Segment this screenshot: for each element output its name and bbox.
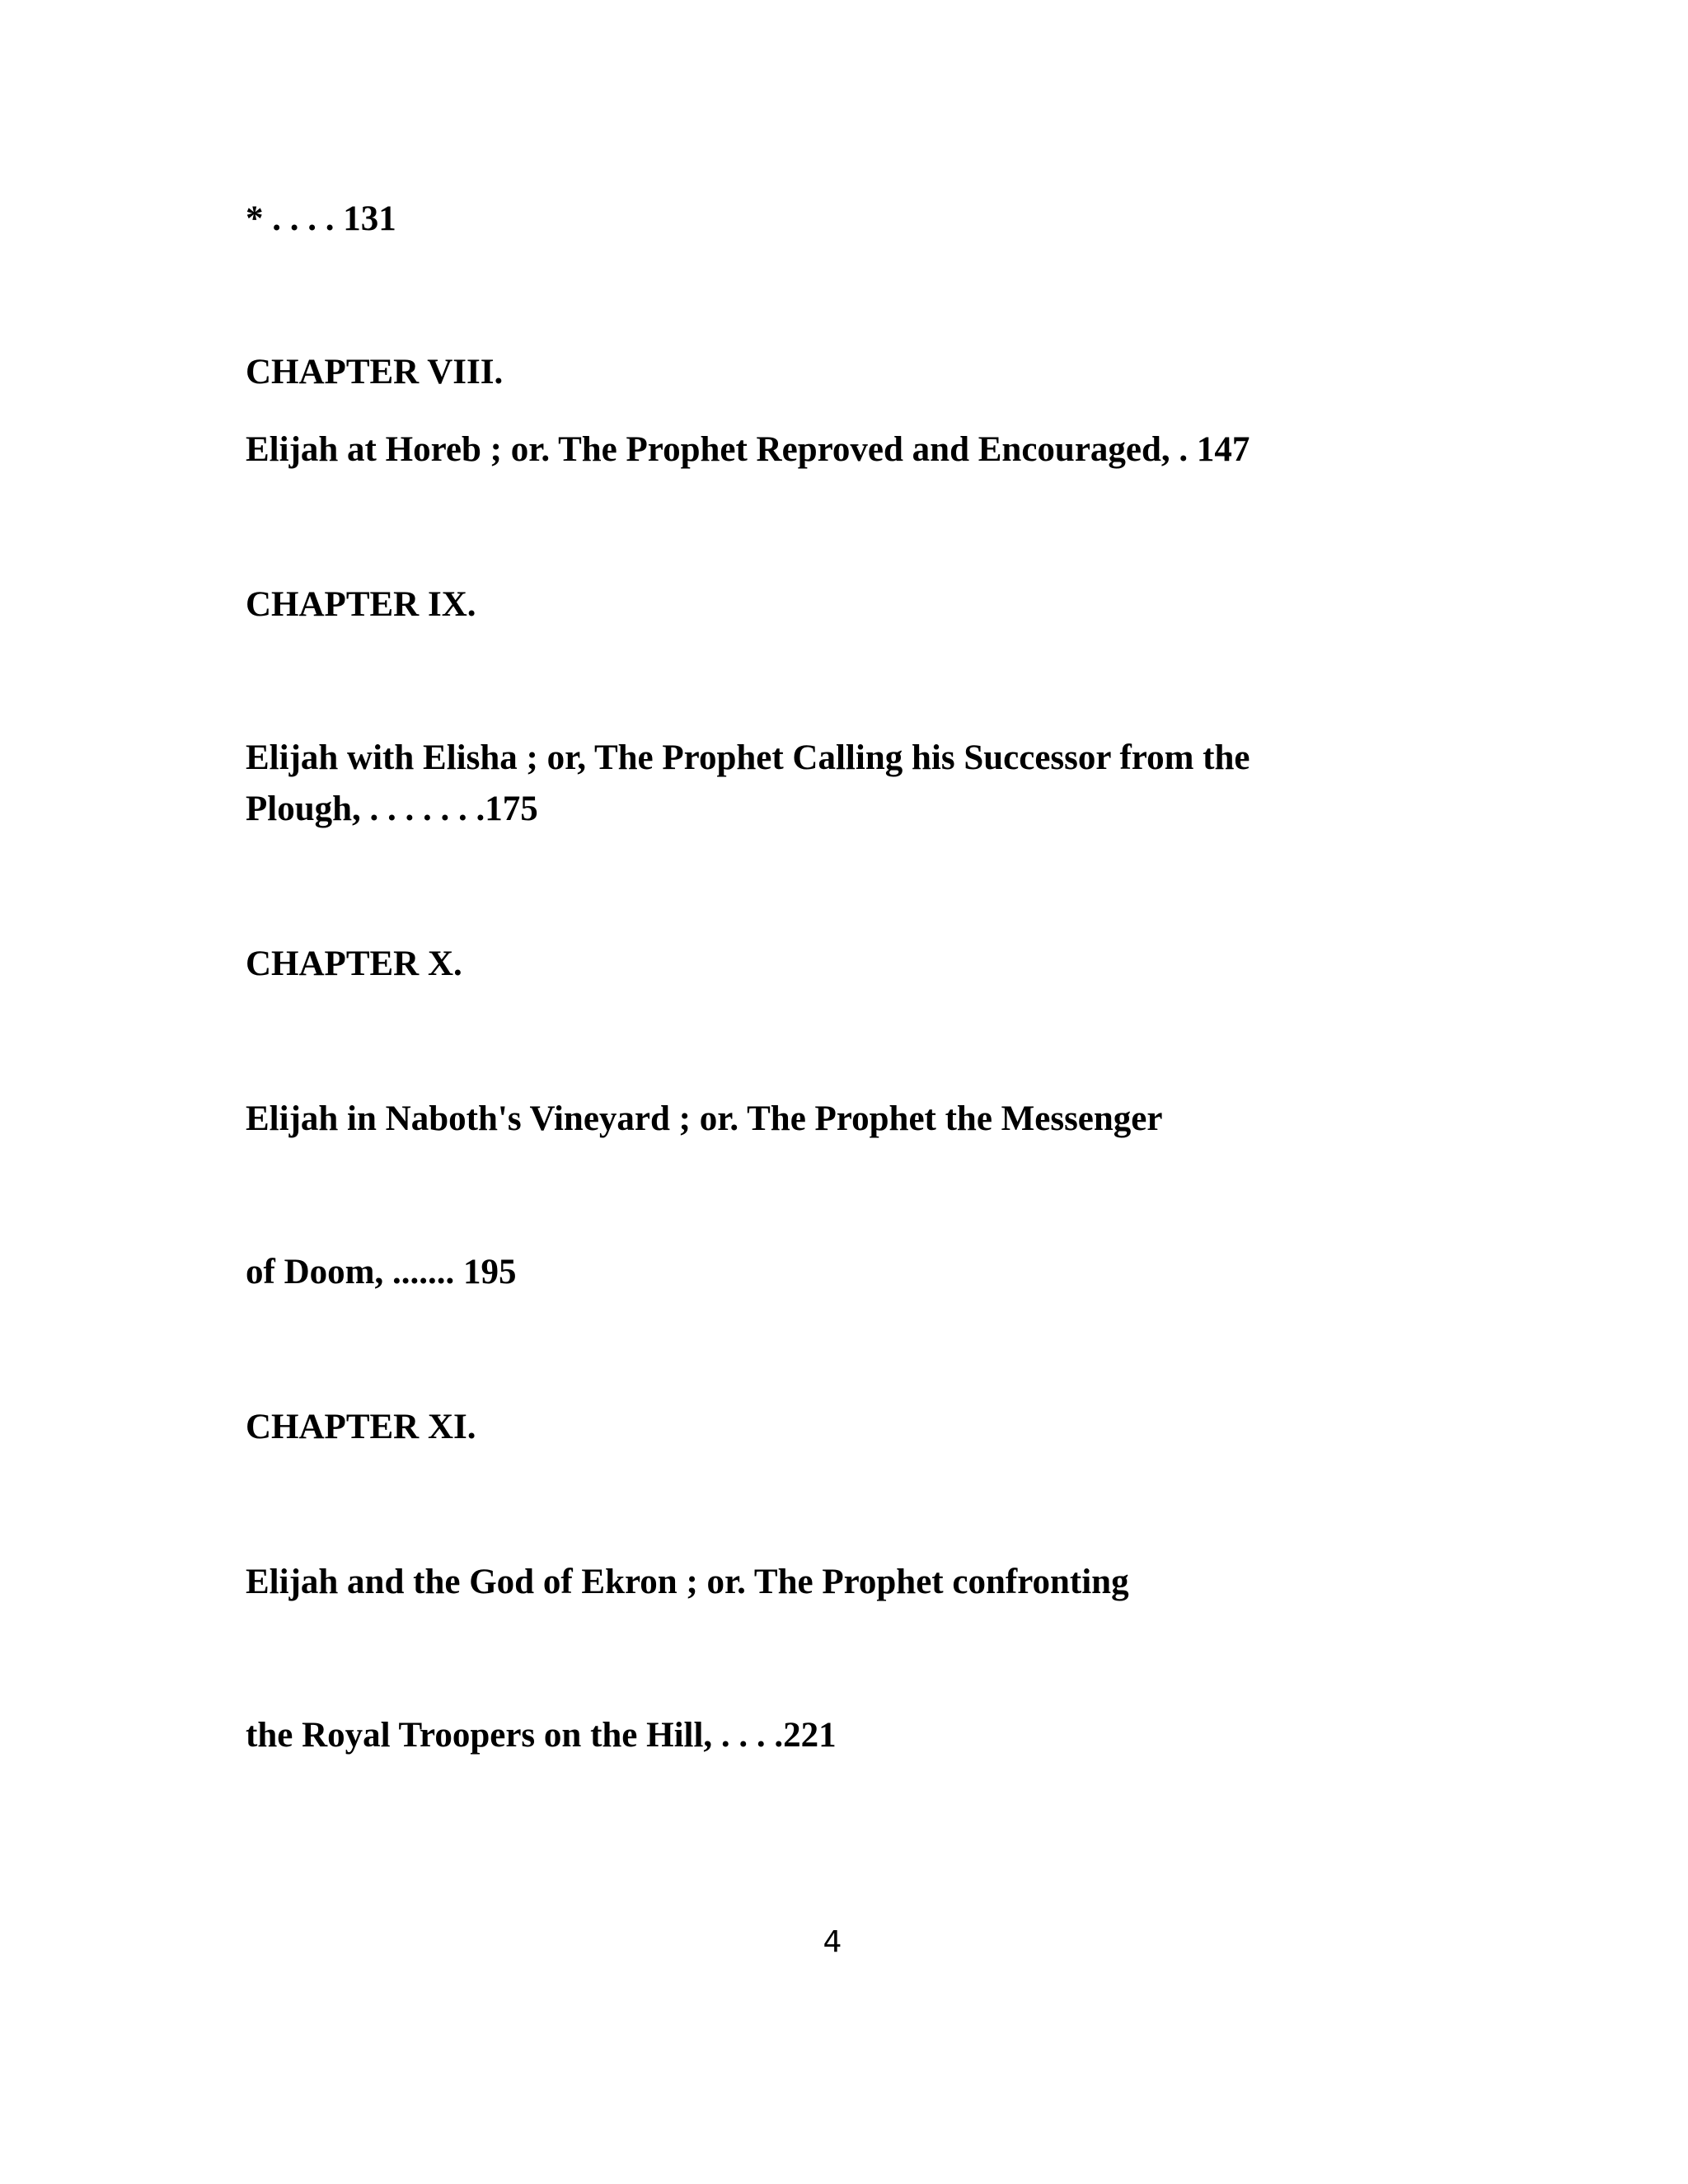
chapter-9-title-line-1: Elijah with Elisha ; or, The Prophet Calling his Successor from the <box>246 738 1250 777</box>
chapter-8-heading: CHAPTER VIII. <box>246 353 504 391</box>
chapter-10-heading: CHAPTER X. <box>246 944 462 983</box>
chapter-8-title: Elijah at Horeb ; or. The Prophet Reproved and Encouraged, . 147 <box>246 430 1250 469</box>
chapter-11-title-line-2: the Royal Troopers on the Hill, . . . .221 <box>246 1716 837 1755</box>
page-number: 4 <box>823 1925 842 1959</box>
chapter-10-title-line-1: Elijah in Naboth's Vineyard ; or. The Prophet the Messenger <box>246 1099 1163 1138</box>
chapter-10-title-line-2: of Doom, ....... 195 <box>246 1253 517 1291</box>
chapter-9-title-line-2: Plough, . . . . . . .175 <box>246 790 538 828</box>
chapter-11-heading: CHAPTER XI. <box>246 1408 476 1446</box>
toc-continuation-entry: * . . . . 131 <box>246 199 396 238</box>
chapter-11-title-line-1: Elijah and the God of Ekron ; or. The Prophet confronting <box>246 1563 1129 1601</box>
chapter-9-heading: CHAPTER IX. <box>246 585 476 624</box>
